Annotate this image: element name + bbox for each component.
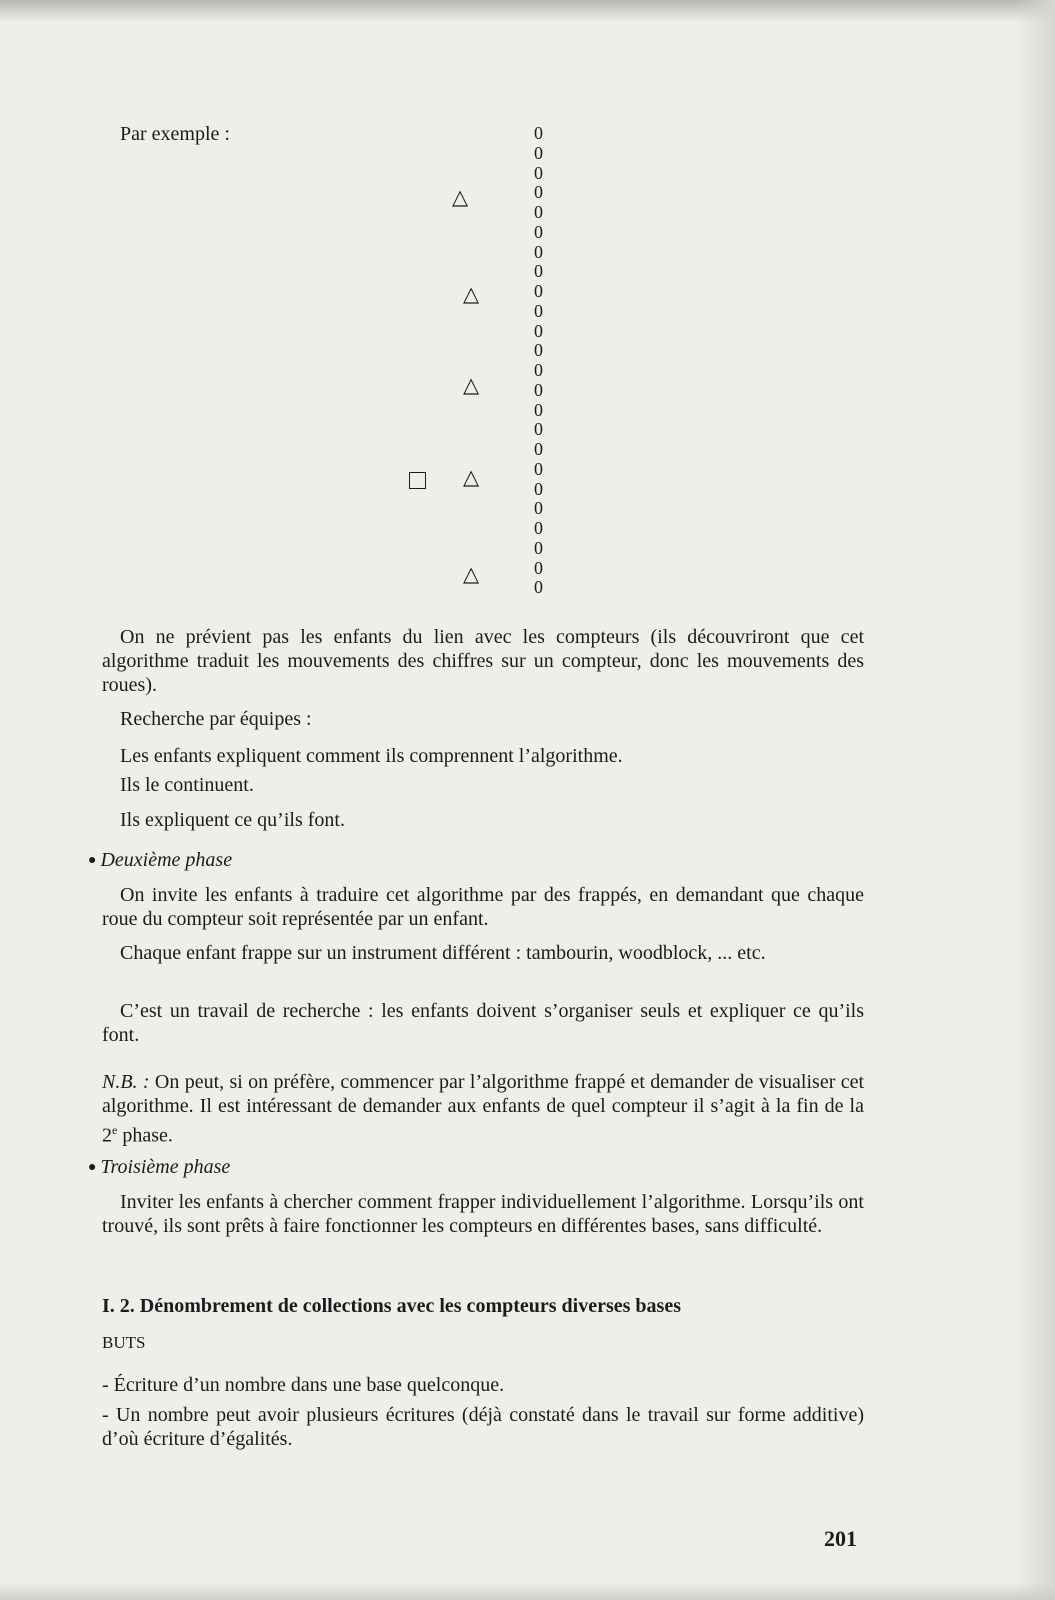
sequence-zero: 0 [534,340,543,361]
square-icon [409,472,426,489]
page-number: 201 [824,1526,857,1551]
sequence-zero: 0 [534,557,543,578]
sequence-zero: 0 [534,202,543,222]
sequence-zero: 0 [534,537,543,558]
sequence-zero: 0 [534,458,543,479]
page-right-shadow [1015,0,1055,1600]
triangle-icon: △ [463,373,480,397]
note-nb-superscript: e [112,1123,118,1137]
sequence-zero: 0 [534,221,543,242]
goal-ecriture: - Écriture d’un nombre dans une base quelconque. [102,1374,505,1396]
page-bottom-shadow [0,1582,1055,1600]
paragraph-instrument: Chaque enfant frappe sur un instrument différent : tambourin, woodblock, ... etc. [120,942,766,964]
sequence-zero: 0 [534,281,543,301]
sequence-zero: 0 [534,577,543,598]
sequence-zero: 0 [534,399,543,420]
paragraph-ce-quils-font: Ils expliquent ce qu’ils font. [120,809,345,831]
sequence-zero: 0 [534,123,543,143]
triangle-icon: △ [463,282,480,306]
triangle-icon: △ [452,185,469,209]
sequence-zero: 0 [534,439,543,459]
paragraph-expliquent: Les enfants expliquent comment ils comprennent l’algorithme. [120,745,623,767]
heading-deuxieme-phase: ● Deuxième phase [88,848,232,875]
sequence-zero: 0 [534,320,543,341]
triangle-icon: △ [463,562,480,586]
sequence-zero: 0 [534,498,543,519]
paragraph-recherche: Recherche par équipes : [120,708,312,730]
sequence-zero: 0 [534,360,543,380]
sequence-zero: 0 [534,300,543,321]
sequence-zero: 0 [534,241,543,262]
sequence-zero: 0 [534,518,543,538]
sequence-zero: 0 [534,142,543,163]
sequence-zero: 0 [534,379,543,400]
paragraph-frapper-individuellement: Inviter les enfants à chercher comment frapper individuellement l’algorithme. Lorsqu’ils ont trouvé, ils sont prêts à faire fonctionner les compteurs en différentes bases, sans difficulté. [102,1191,864,1237]
paragraph-lien-compteurs: On ne prévient pas les enfants du lien avec les compteurs (ils découvriront que cet algorithme traduit les mouvements des chiffres sur un compteur, donc les mouvements des roues). [102,626,864,696]
heading-troisieme-phase: ● Troisième phase [88,1155,230,1182]
buts-heading: BUTS [102,1333,146,1352]
paragraph-continuent: Ils le continuent. [120,774,254,796]
example-label: Par exemple : [120,123,230,145]
sequence-zero: 0 [534,182,543,203]
note-nb-end: phase. [117,1124,173,1147]
section-title: I. 2. Dénombrement de collections avec les compteurs diverses bases [102,1295,681,1317]
paragraph-travail-recherche: C’est un travail de recherche : les enfants doivent s’organiser seuls et expliquer ce qu’ils font. [102,1000,864,1046]
note-nb [102,1070,864,1148]
triangle-icon: △ [463,465,480,489]
sequence-zero: 0 [534,261,543,282]
note-nb-label: N.B. : [102,1071,150,1093]
goal-plusieurs-ecritures: - Un nombre peut avoir plusieurs écritures (déjà constaté dans le travail sur forme additive) d’où écriture d’égalités. [102,1404,864,1450]
sequence-zero: 0 [534,478,543,499]
sequence-zero: 0 [534,162,543,183]
sequence-zero: 0 [534,419,543,440]
page-top-shadow [0,0,1055,22]
paragraph-frappes: On invite les enfants à traduire cet algorithme par des frappés, en demandant que chaque roue du compteur soit représentée par un enfant. [102,884,864,930]
note-nb-text: On peut, si on préfère, commencer par l’algorithme frappé et demander de visualiser cet algorithme. Il est intéressant de demander aux enfants de quel compteur il s’agit à la fin de la 2 [102,1071,865,1147]
